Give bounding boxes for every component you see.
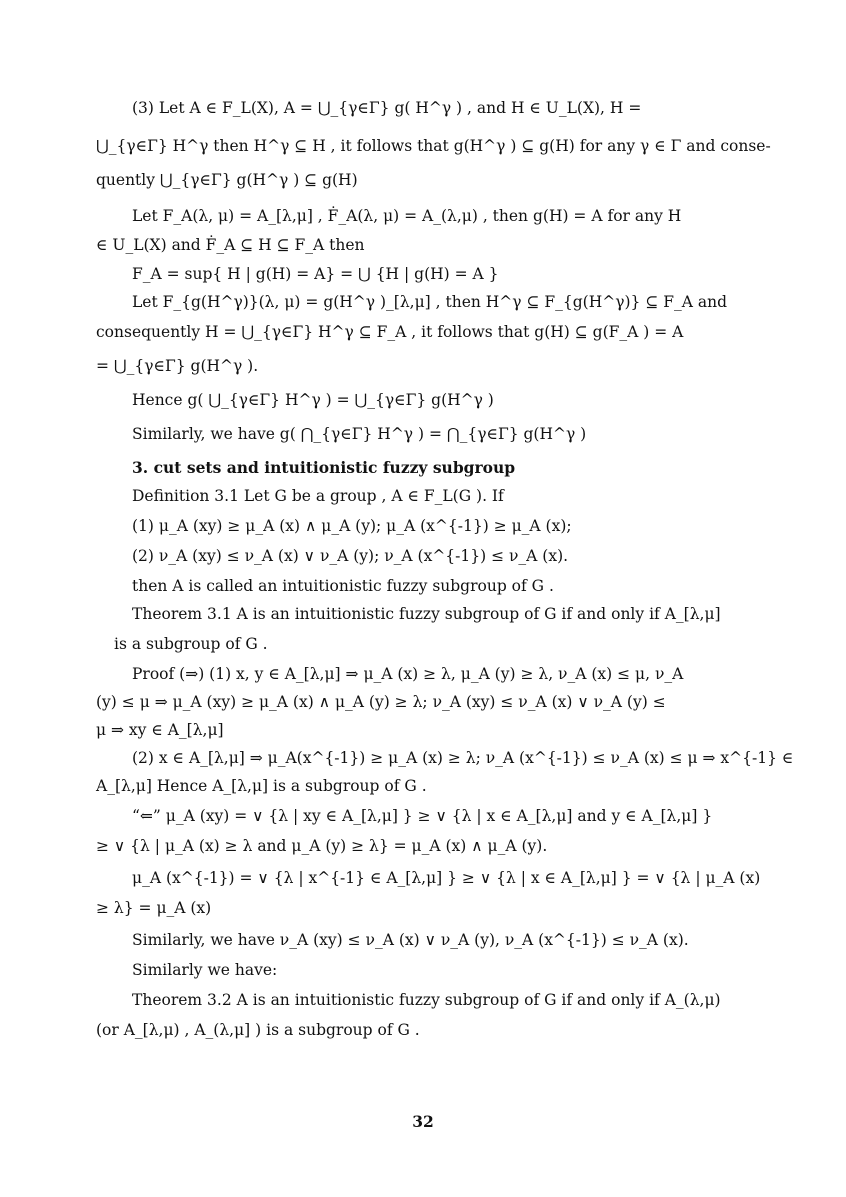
- text-line-25: ≥ ∨ {λ | μ_A (x) ≥ λ and μ_A (y) ≥ λ} = μ_A (x) ∧ μ_A (y).: [96, 837, 548, 855]
- text-line-22: (2) x ∈ A_[λ,μ] ⇒ μ_A(x^{-1}) ≥ μ_A (x) ≥ λ; ν_A (x^{-1}) ≤ ν_A (x) ≤ μ ⇒ x^{-1} ∈: [132, 749, 794, 767]
- definition-3-1: Definition 3.1 Let G be a group , A ∈ F_L(G ). If: [132, 487, 504, 505]
- text-line-3: quently ⋃_{γ∈Γ} g(H^γ ) ⊆ g(H): [96, 171, 358, 189]
- theorem-3-1: Theorem 3.1 A is an intuitionistic fuzzy subgroup of G if and only if A_[λ,μ]: [132, 605, 721, 623]
- text-line-23: A_[λ,μ] Hence A_[λ,μ] is a subgroup of G .: [96, 777, 427, 795]
- text-line-14: (1) μ_A (xy) ≥ μ_A (x) ∧ μ_A (y); μ_A (x^{-1}) ≥ μ_A (x);: [132, 517, 572, 535]
- text-line-6: F_A = sup{ H | g(H) = A} = ⋃ {H | g(H) = A }: [132, 265, 499, 283]
- text-line-4: Let F_A(λ, μ) = A_[λ,μ] , Ḟ_A(λ, μ) = A_(λ,μ) , then g(H) = A for any H: [132, 207, 682, 225]
- text-line-16: then A is called an intuitionistic fuzzy subgroup of G .: [132, 577, 554, 595]
- text-line-10: Hence g( ⋃_{γ∈Γ} H^γ ) = ⋃_{γ∈Γ} g(H^γ ): [132, 391, 494, 409]
- text-line-20: (y) ≤ μ ⇒ μ_A (xy) ≥ μ_A (x) ∧ μ_A (y) ≥ λ; ν_A (xy) ≤ ν_A (x) ∨ ν_A (y) ≤: [96, 693, 666, 711]
- text-line-18: is a subgroup of G .: [114, 635, 268, 653]
- text-line-11: Similarly, we have g( ⋂_{γ∈Γ} H^γ ) = ⋂_{γ∈Γ} g(H^γ ): [132, 425, 587, 443]
- text-line-21: μ ⇒ xy ∈ A_[λ,μ]: [96, 721, 224, 739]
- proof-line: Proof (⇒) (1) x, y ∈ A_[λ,μ] ⇒ μ_A (x) ≥ λ, μ_A (y) ≥ λ, ν_A (x) ≤ μ, ν_A: [132, 665, 684, 683]
- page-number: 32: [412, 1112, 434, 1131]
- text-line-29: Similarly we have:: [132, 961, 278, 979]
- section-heading-3: 3. cut sets and intuitionistic fuzzy subgroup: [132, 458, 516, 477]
- text-line-15: (2) ν_A (xy) ≤ ν_A (x) ∨ ν_A (y); ν_A (x^{-1}) ≤ ν_A (x).: [132, 547, 569, 565]
- text-line-26: μ_A (x^{-1}) = ∨ {λ | x^{-1} ∈ A_[λ,μ] } ≥ ∨ {λ | x ∈ A_[λ,μ] } = ∨ {λ | μ_A (x): [132, 869, 761, 887]
- text-line-31: (or A_[λ,μ) , A_(λ,μ] ) is a subgroup of G .: [96, 1021, 420, 1039]
- text-line-7: Let F_{g(H^γ)}(λ, μ) = g(H^γ )_[λ,μ] , then H^γ ⊆ F_{g(H^γ)} ⊆ F_A and: [132, 293, 728, 311]
- theorem-3-2: Theorem 3.2 A is an intuitionistic fuzzy subgroup of G if and only if A_(λ,μ): [132, 991, 721, 1009]
- text-line-9: = ⋃_{γ∈Γ} g(H^γ ).: [96, 357, 259, 375]
- text-line-8: consequently H = ⋃_{γ∈Γ} H^γ ⊆ F_A , it follows that g(H) ⊆ g(F_A ) = A: [96, 323, 684, 341]
- text-line-28: Similarly, we have ν_A (xy) ≤ ν_A (x) ∨ ν_A (y), ν_A (x^{-1}) ≤ ν_A (x).: [132, 931, 689, 949]
- text-line-5: ∈ U_L(X) and Ḟ_A ⊆ H ⊆ F_A then: [96, 236, 365, 254]
- text-line-2: ⋃_{γ∈Γ} H^γ then H^γ ⊆ H , it follows that g(H^γ ) ⊆ g(H) for any γ ∈ Γ and conse-: [96, 137, 771, 155]
- text-line-27: ≥ λ} = μ_A (x): [96, 899, 212, 917]
- text-line-1: (3) Let A ∈ F_L(X), A = ⋃_{γ∈Γ} g( H^γ ) , and H ∈ U_L(X), H =: [132, 99, 642, 117]
- text-line-24: “⇐” μ_A (xy) = ∨ {λ | xy ∈ A_[λ,μ] } ≥ ∨ {λ | x ∈ A_[λ,μ] and y ∈ A_[λ,μ] }: [132, 807, 713, 825]
